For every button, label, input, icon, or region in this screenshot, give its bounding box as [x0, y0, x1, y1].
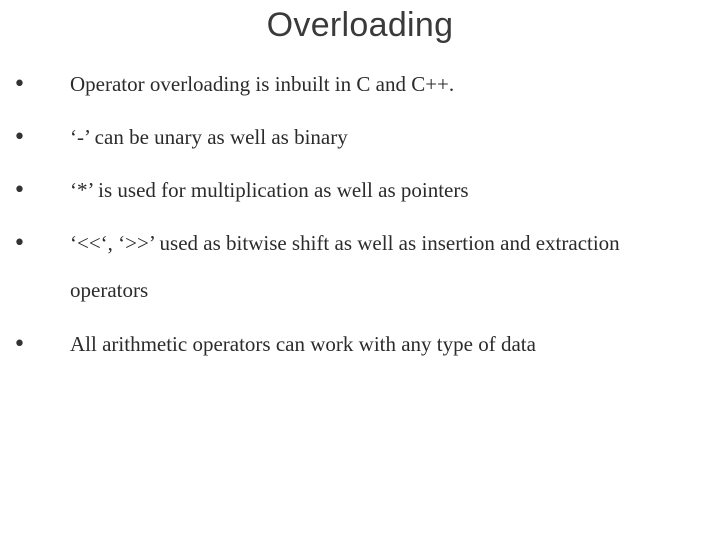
- bullet-text: All arithmetic operators can work with any type of data: [70, 332, 536, 356]
- bullet-marker: •: [13, 231, 26, 256]
- bullet-text: ‘*’ is used for multiplication as well as pointers: [70, 178, 469, 202]
- bullet-marker: •: [13, 72, 26, 97]
- bullet-text: ‘<<‘, ‘>>’ used as bitwise shift as well as insertion and extraction operators: [70, 231, 620, 302]
- bullet-text: ‘-’ can be unary as well as binary: [70, 125, 348, 149]
- bullet-text: Operator overloading is inbuilt in C and C++.: [70, 72, 455, 96]
- bullet-marker: •: [13, 125, 26, 150]
- bullet-marker: •: [13, 332, 26, 357]
- bullet-marker: •: [13, 178, 26, 203]
- slide-title: Overloading: [266, 6, 454, 44]
